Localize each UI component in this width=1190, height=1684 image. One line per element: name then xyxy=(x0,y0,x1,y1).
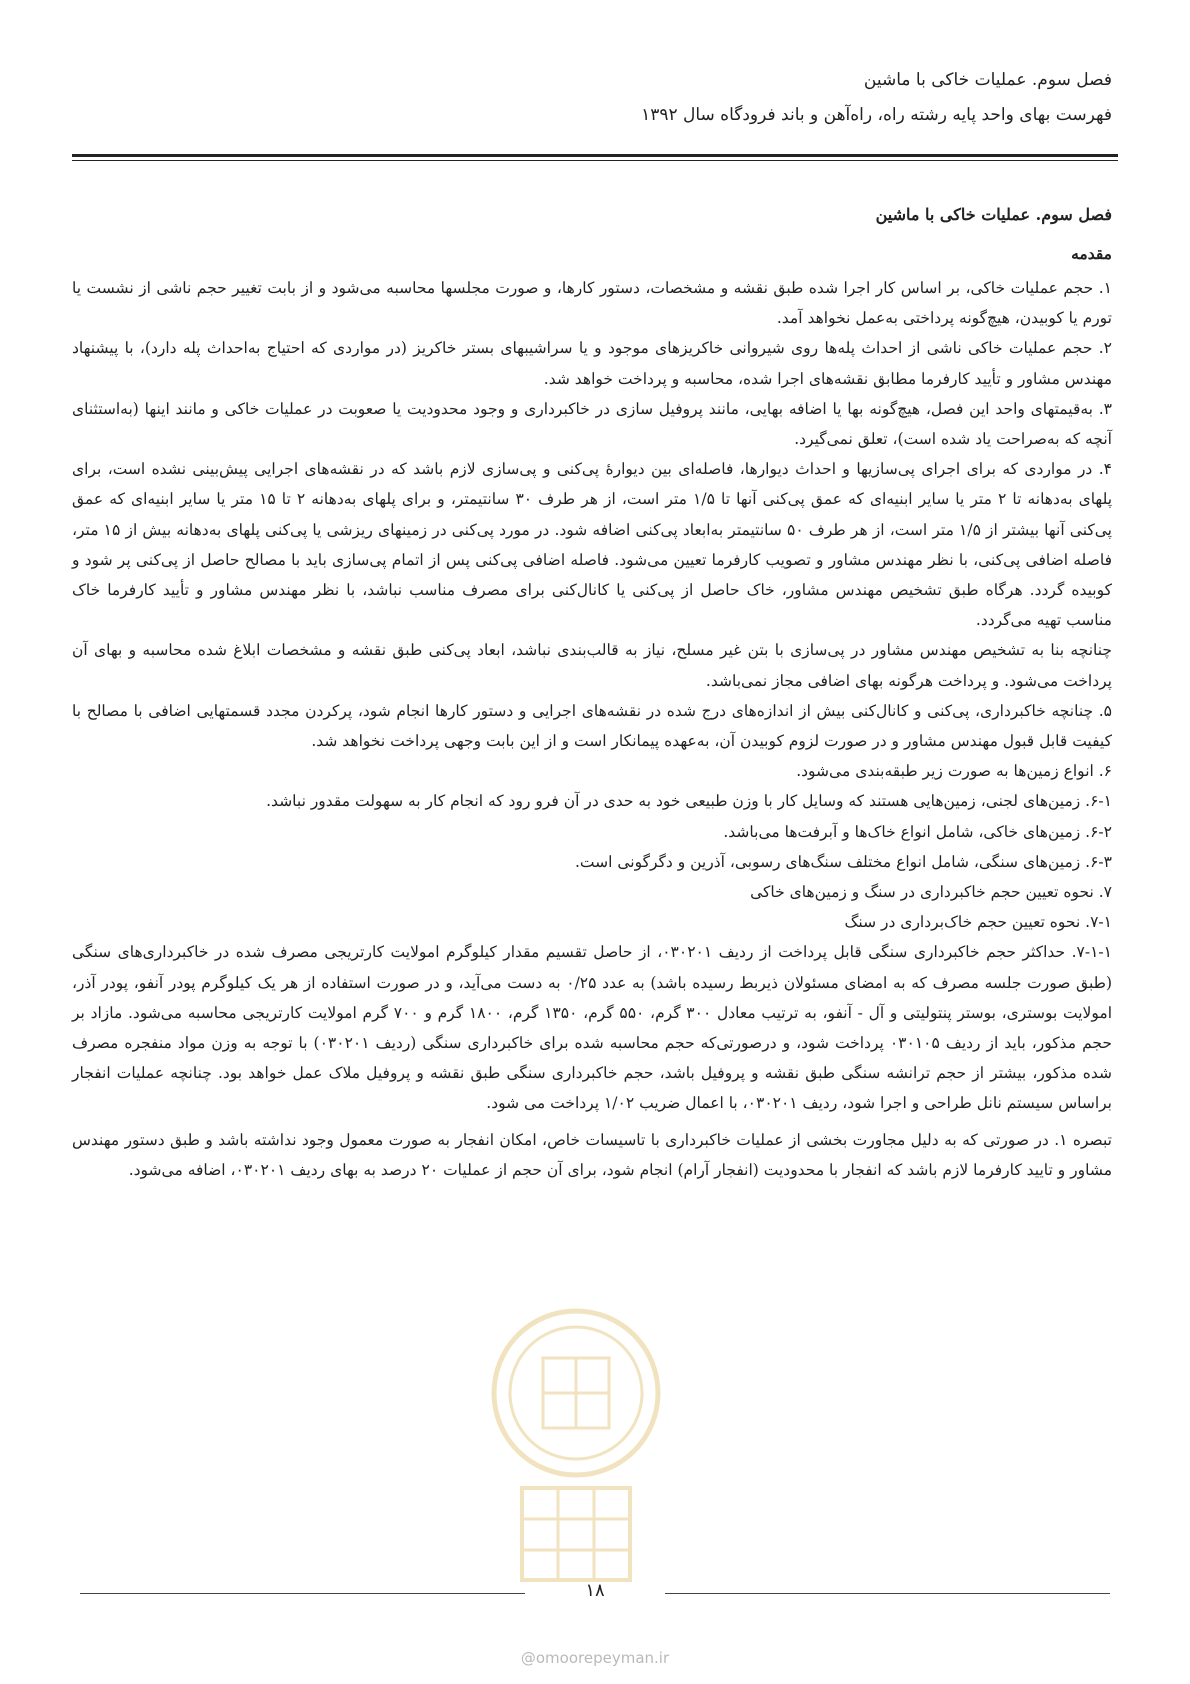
paragraph-6-2: ۶-۲. زمین‌های خاکی، شامل انواع خاک‌ها و آبرفت‌ها می‌باشد. xyxy=(723,822,1112,841)
paragraph-7-1: ۷-۱. نحوه تعیین حجم خاک‌برداری در سنگ xyxy=(844,913,1112,932)
paragraph-5: ۵. چنانچه خاکبرداری، پی‌کنی و کانال‌کنی بیش از اندازه‌های درج شده در نقشه‌های اجرایی و دستور کارها انجام شود، پرکردن مجدد قسمتهایی اضافی با مصالح با کیفیت قابل قبول مهندس مشاور و در صورت لزوم کوبیدن آن، به‌عهده پیمانکار است و از این بابت وجهی پرداخت نخواهد شد. xyxy=(72,701,1112,751)
seal-watermark-icon xyxy=(488,1298,664,1598)
paragraph-7-1-1: ۷-۱-۱. حداکثر حجم خاکبرداری سنگی قابل پرداخت از ردیف ۰۳۰۲۰۱، از حاصل تقسیم مقدار کیلوگرم امولایت کارتریجی مصرف شده در خاکبرداری‌های سنگی (طبق صورت جلسه مصرف که به امضای مسئولان ذیربط رسیده باشد) به عدد ۰/۲۵ به دست می‌آید، و در صورت استفاده از هر یک کیلوگرم پودر آنفو، پودر آذر، امولایت بوستری، بوستر پنتولیتی و آل - آنفو، به ترتیب معادل ۳۰۰ گرم، ۵۵۰ گرم، ۱۳۵۰ گرم، ۱۸۰۰ گرم و ۷۰۰ گرم امولایت کارتریجی محاسبه می‌شود. مازاد بر حجم مذکور، باید از ردیف ۰۳۰۱۰۵ پرداخت شود، و درصورتی‌که حجم محاسبه شده برای خاکبرداری سنگی (ردیف ۰۳۰۲۰۱) با توجه به وزن مواد منفجره مصرف شده مذکور، بیشتر از حجم ترانشه سنگی طبق نقشه و پروفیل باشد، حجم خاکبرداری سنگی طبق نقشه و پروفیل ملاک عمل خواهد بود. چنانچه عملیات انفجار براساس سیستم نانل طراحی و اجرا شود، ردیف ۰۳۰۲۰۱، با اعمال ضریب ۱/۰۲ پرداخت می شود. xyxy=(72,943,1113,1113)
paragraph-4: ۴. در مواردی که برای اجرای پی‌سازیها و احداث دیوارها، فاصله‌ای بین دیوارهٔ پی‌کنی و پی‌سازی لازم باشد که در نقشه‌های اجرایی پیش‌بینی نشده است، برای پلهای به‌دهانه تا ۲ متر یا سایر ابنیه‌ای که عمق پی‌کنی آنها تا ۱/۵ متر است، از هر طرف ۳۰ سانتیمتر، و برای پلهای به‌دهانه ۲ تا ۱۵ متر یا سایر ابنیه‌ای که عمق پی‌کنی آنها بیشتر از ۱/۵ متر است، از هر طرف ۵۰ سانتیمتر به‌ابعاد پی‌کنی اضافه شود. در مورد پی‌کنی در زمینهای ریزشی یا پی‌کنی پلهای به‌دهانه بیش از ۱۵ متر، فاصله اضافی پی‌کنی، با نظر مهندس مشاور و تصویب کارفرما تعیین می‌شود. فاصله اضافی پی‌کنی پس از اتمام پی‌سازی باید با مصالح حاصل از پی‌کنی پر شود و کوبیده گردد. هرگاه طبق تشخیص مهندس مشاور، خاک حاصل از پی‌کنی یا کانال‌کنی برای مصرف مناسب نباشد، با نظر مهندس مشاور و تأیید کارفرما خاک مناسب تهیه می‌گردد. xyxy=(72,460,1113,630)
paragraph-6: ۶. انواع زمین‌ها به صورت زیر طبقه‌بندی می‌شود. xyxy=(796,762,1112,781)
note-1: تبصره ۱. در صورتی که به دلیل مجاورت بخشی از عملیات خاکبرداری با تاسیسات خاص، امکان انفجار به صورت معمول وجود نداشته باشد و طبق دستور مهندس مشاور و تایید کارفرما لازم باشد که انفجار با محدودیت (انفجار آرام) انجام شود، برای آن حجم از عملیات ۲۰ درصد به بهای ردیف ۰۳۰۲۰۱، اضافه می‌شود. xyxy=(72,1130,1112,1179)
section-heading: مقدمه xyxy=(1071,244,1112,263)
running-header-chapter: فصل سوم. عملیات خاکی با ماشین xyxy=(863,70,1112,90)
document-body xyxy=(72,200,1112,1185)
paragraph-1: ۱. حجم عملیات خاکی، بر اساس کار اجرا شده طبق نقشه و مشخصات، دستور کارها، و صورت مجلسها محاسبه می‌شود و از بابت تغییر حجم ناشی از نشست یا تورم یا کوبیدن، هیچ‌گونه پرداختی به‌عمل نخواهد آمد. xyxy=(72,279,1112,328)
paragraph-6-3: ۶-۳. زمین‌های سنگی، شامل انواع مختلف سنگ‌های رسوبی، آذرین و دگرگونی است. xyxy=(574,852,1112,871)
header-rule-thin xyxy=(72,160,1118,161)
paragraph-6-1: ۶-۱. زمین‌های لجنی، زمین‌هایی هستند که وسایل کار با وزن طبیعی خود به حدی در آن فرو رود که انجام کار به سهولت مقدور نباشد. xyxy=(266,792,1112,811)
chapter-title: فصل سوم. عملیات خاکی با ماشین xyxy=(875,205,1112,224)
paragraph-7: ۷. نحوه تعیین حجم خاکبرداری در سنگ و زمین‌های خاکی xyxy=(750,883,1112,902)
header-rule-thick xyxy=(72,154,1118,157)
paragraph-3: ۳. به‌قیمتهای واحد این فصل، هیچ‌گونه بها یا اضافه بهایی، مانند پروفیل سازی در خاکبرداری و وجود محدودیت یا صعوبت در عملیات خاکی و مانند اینها (به‌استثنای آنچه که به‌صراحت یاد شده است)، تعلق نمی‌گیرد. xyxy=(72,399,1112,449)
watermark-text: @omoorepeyman.ir xyxy=(520,1649,670,1667)
paragraph-4-note: چنانچه بنا به تشخیص مهندس مشاور در پی‌سازی با بتن غیر مسلح، نیاز به قالب‌بندی نباشد، ابعاد پی‌کنی طبق نقشه و مشخصات ابلاغ شده محاسبه و بهای آن پرداخت می‌شود. و پرداخت هرگونه بهای اضافی مجاز نمی‌باشد. xyxy=(72,641,1112,690)
page-footer xyxy=(80,1580,1110,1603)
paragraph-2: ۲. حجم عملیات خاکی ناشی از احداث پله‌ها روی شیروانی خاکریزهای موجود و یا سراشیبهای بستر خاکریز (در مواردی که احتیاج به‌احداث پله دارد)، با پیشنهاد مهندس مشاور و تأیید کارفرما مطابق نقشه‌های اجرا شده، محاسبه و پرداخت خواهد شد. xyxy=(72,339,1112,388)
page-number: ۱۸ xyxy=(585,1580,605,1601)
running-header-title: فهرست بهای واحد پایه رشته راه، راه‌آهن و باند فرودگاه سال ۱۳۹۲ xyxy=(641,105,1112,125)
